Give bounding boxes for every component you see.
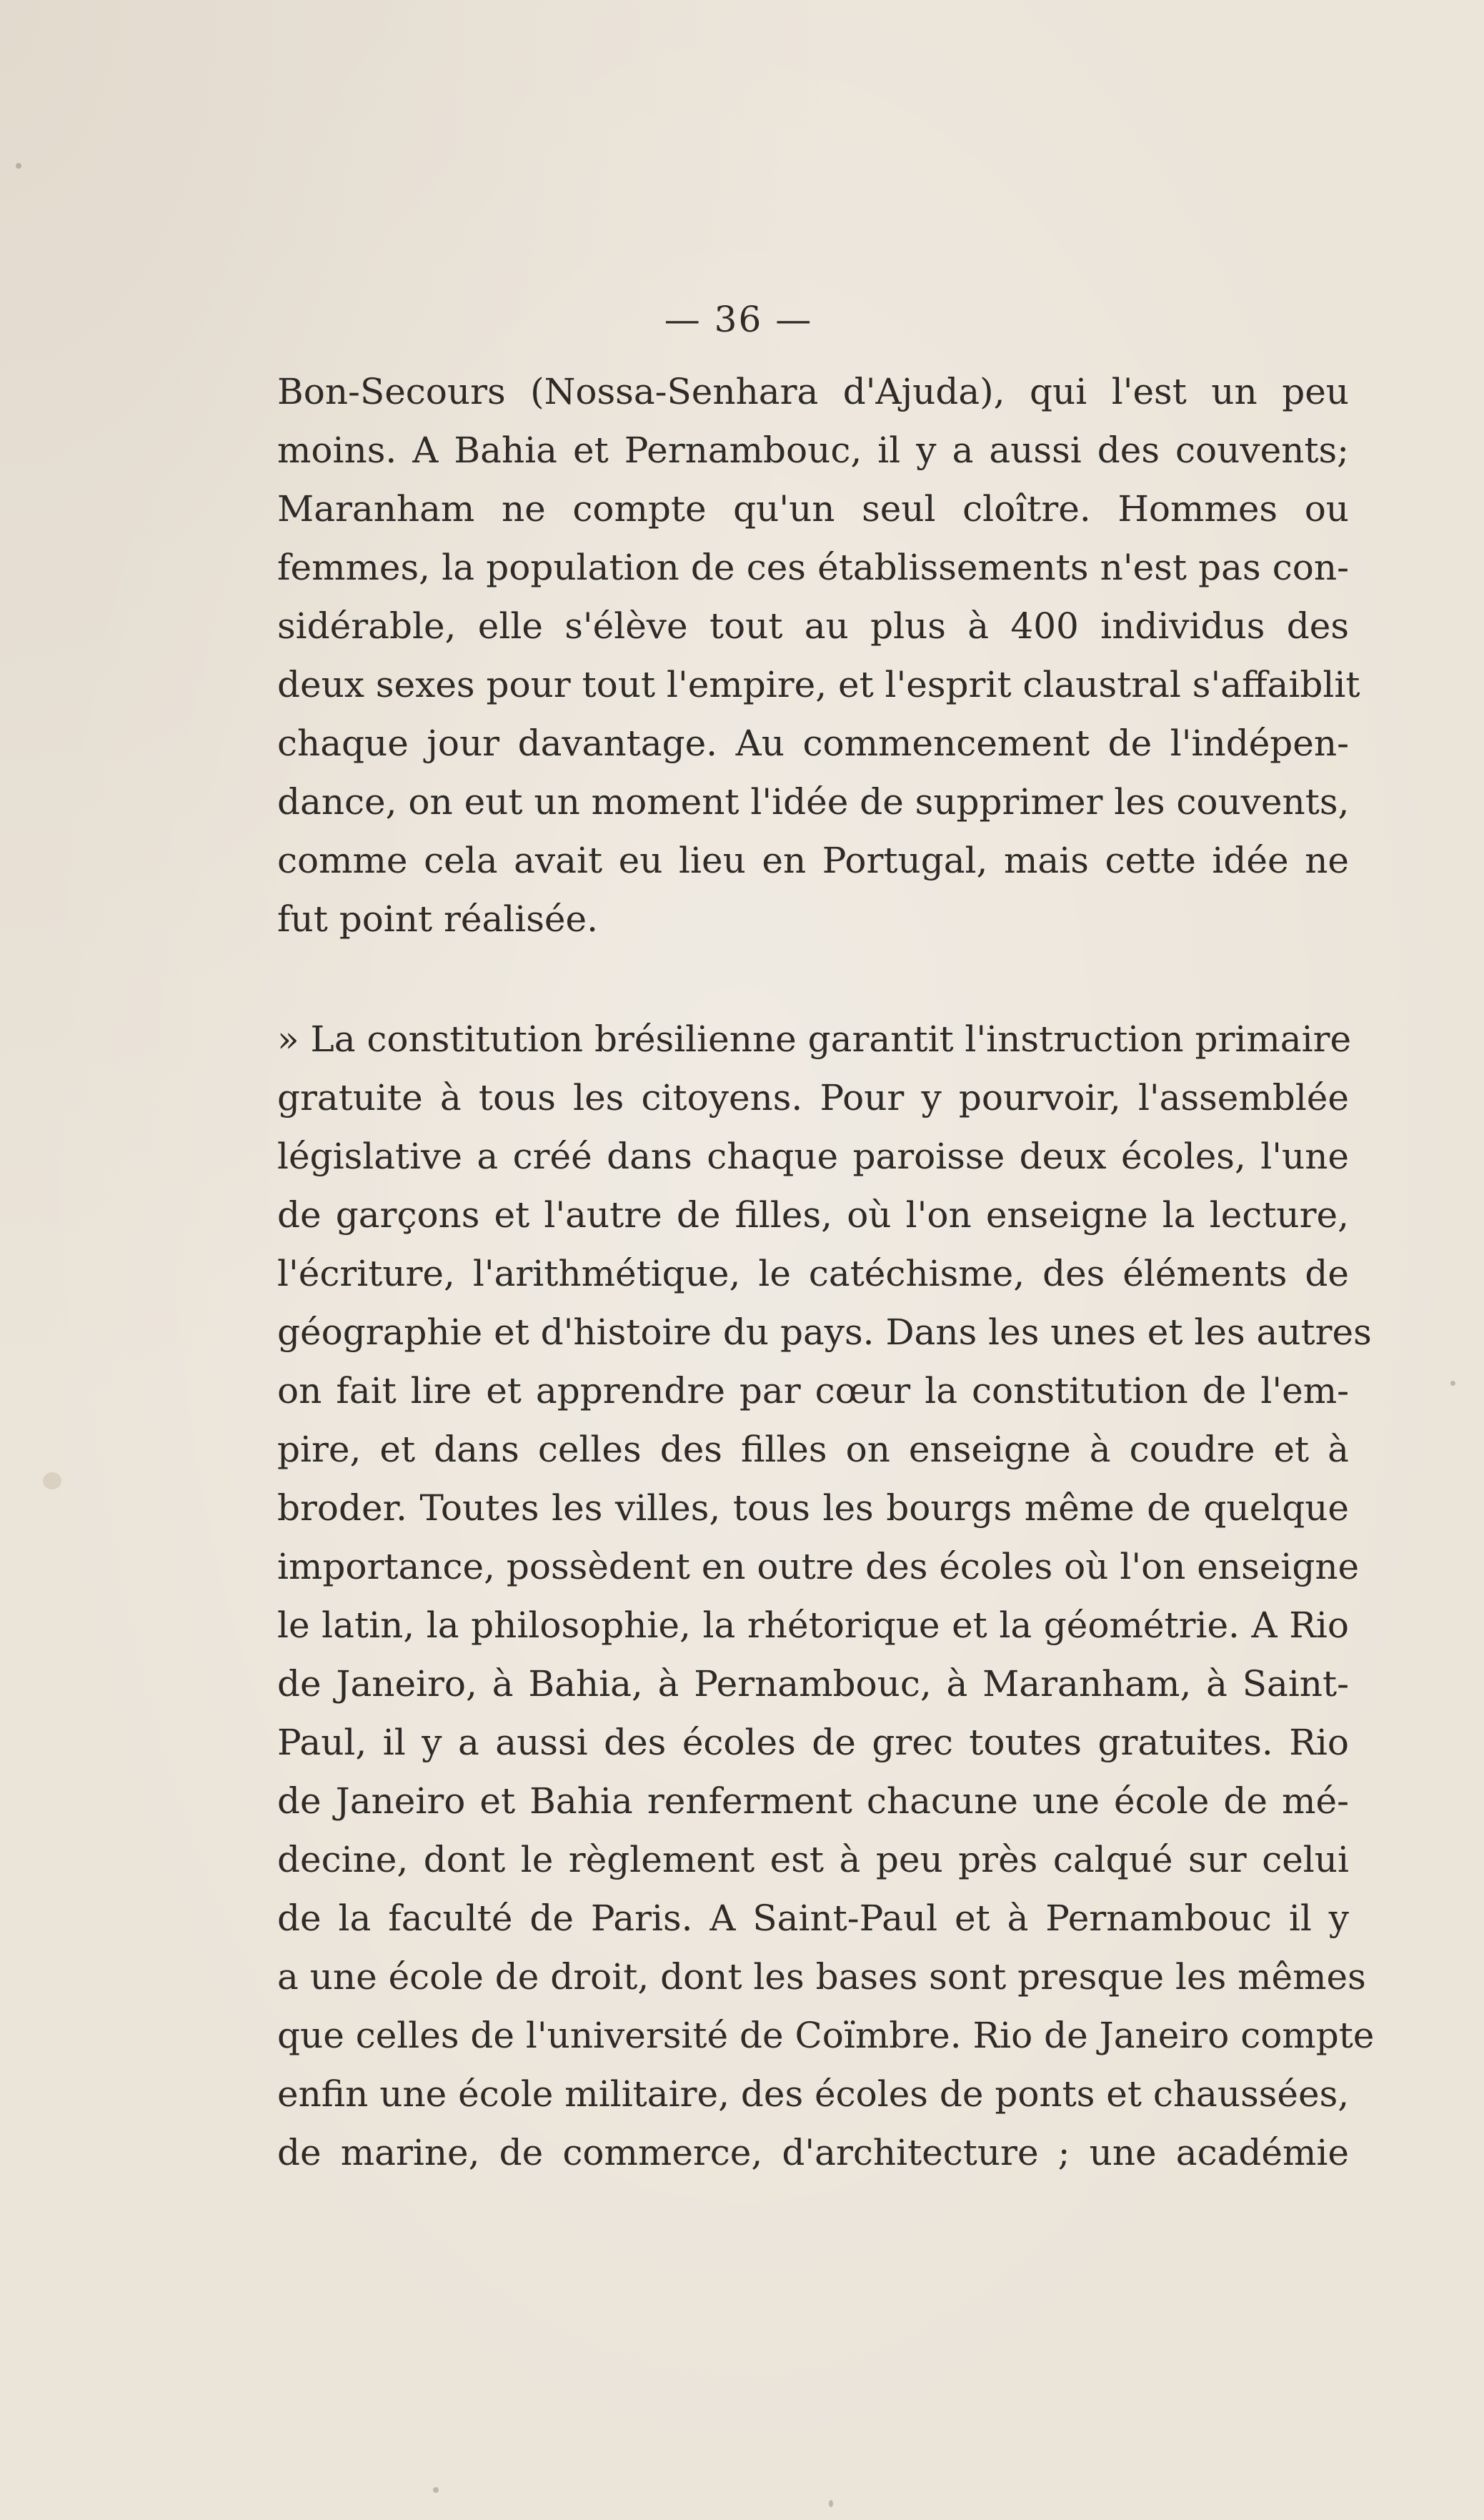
- text-line: a une école de droit, dont les bases sont presque les mêmes: [277, 1956, 1366, 1998]
- text-line: de la faculté de Paris. A Saint-Paul et à Pernambouc il y: [277, 1898, 1349, 1939]
- text-line: le latin, la philosophie, la rhétorique et la géométrie. A Rio: [277, 1604, 1349, 1646]
- text-line: législative a créé dans chaque paroisse deux écoles, l'une: [277, 1136, 1349, 1177]
- text-line: importance, possèdent en outre des écoles où l'on enseigne: [277, 1546, 1360, 1587]
- paper-speck: [43, 1472, 61, 1489]
- text-line: broder. Toutes les villes, tous les bourgs même de quelque: [277, 1487, 1349, 1529]
- text-line: de garçons et l'autre de filles, où l'on enseigne la lecture,: [277, 1194, 1349, 1236]
- paper-speck: [829, 2500, 833, 2507]
- text-line: l'écriture, l'arithmétique, le catéchisme, des éléments de: [277, 1253, 1349, 1294]
- text-line: de Janeiro, à Bahia, à Pernambouc, à Maranham, à Saint-: [277, 1663, 1349, 1705]
- text-line: decine, dont le règlement est à peu près calqué sur celui: [277, 1839, 1349, 1880]
- text-line: pire, et dans celles des filles on enseigne à coudre et à: [277, 1429, 1349, 1470]
- text-line: géographie et d'histoire du pays. Dans les unes et les autres: [277, 1311, 1372, 1353]
- paper-speck: [16, 163, 21, 169]
- text-line: Bon-Secours (Nossa-Senhara d'Ajuda), qui l'est un peu: [277, 371, 1349, 412]
- paragraph-1: [277, 362, 1360, 948]
- text-line: Paul, il y a aussi des écoles de grec toutes gratuites. Rio: [277, 1722, 1349, 1763]
- text-line: fut point réalisée.: [277, 898, 598, 940]
- paper-speck: [1450, 1381, 1455, 1386]
- text-line: dance, on eut un moment l'idée de supprimer les couvents,: [277, 781, 1350, 823]
- text-line: on fait lire et apprendre par cœur la constitution de l'em-: [277, 1370, 1349, 1412]
- text-line: comme cela avait eu lieu en Portugal, mais cette idée ne: [277, 840, 1349, 881]
- paper-speck: [433, 2487, 439, 2493]
- text-line: femmes, la population de ces établissements n'est pas con-: [277, 547, 1349, 588]
- text-line: Maranham ne compte qu'un seul cloître. Hommes ou: [277, 488, 1349, 530]
- text-line: que celles de l'université de Coïmbre. Rio de Janeiro compte: [277, 2015, 1375, 2056]
- text-line: gratuite à tous les citoyens. Pour y pourvoir, l'assemblée: [277, 1077, 1349, 1118]
- text-line: de marine, de commerce, d'architecture ; une académie: [277, 2132, 1349, 2173]
- text-line: sidérable, elle s'élève tout au plus à 400 individus des: [277, 605, 1349, 647]
- text-line: » La constitution brésilienne garantit l'instruction primaire: [277, 1018, 1352, 1060]
- text-line: chaque jour davantage. Au commencement de l'indépen-: [277, 723, 1349, 764]
- paragraph-2: [277, 1010, 1375, 2182]
- text-line: moins. A Bahia et Pernambouc, il y a aussi des couvents;: [277, 430, 1349, 471]
- page-number: — 36 —: [664, 299, 813, 340]
- text-line: de Janeiro et Bahia renferment chacune une école de mé-: [277, 1780, 1349, 1822]
- text-line: enfin une école militaire, des écoles de ponts et chaussées,: [277, 2073, 1350, 2115]
- text-line: deux sexes pour tout l'empire, et l'esprit claustral s'affaiblit: [277, 664, 1360, 705]
